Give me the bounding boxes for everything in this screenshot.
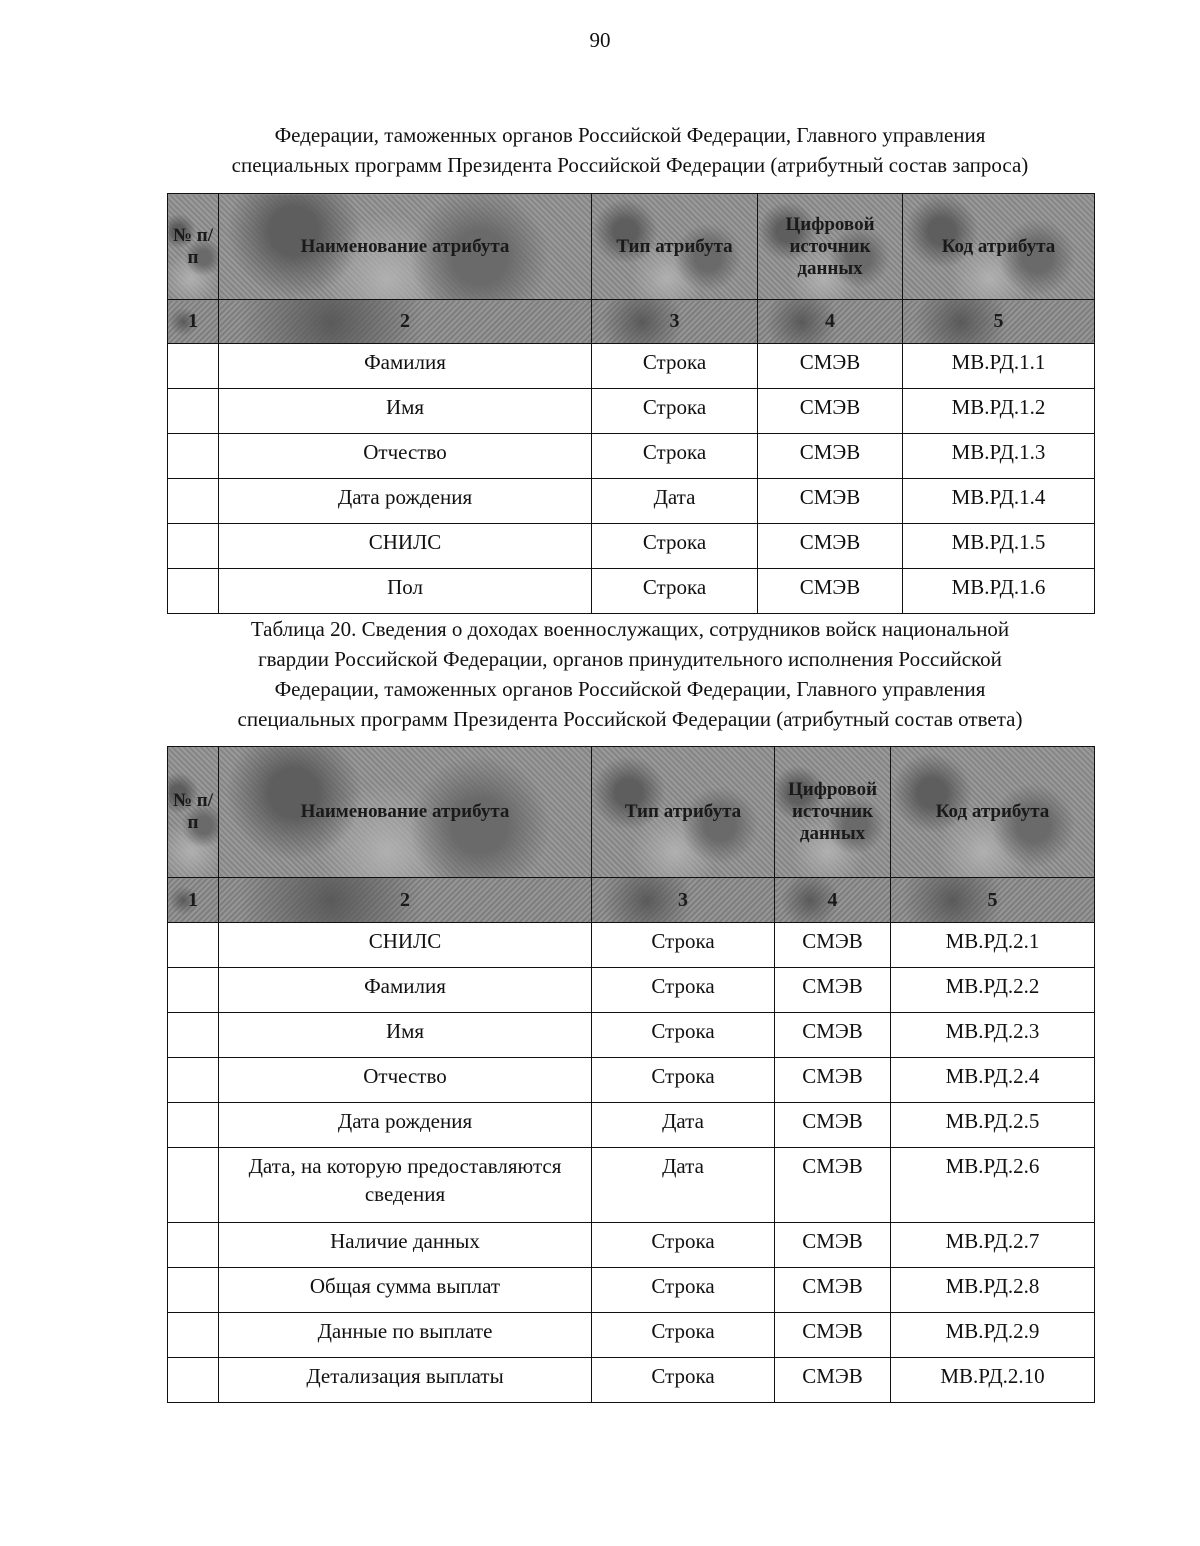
table-row: [168, 479, 1095, 524]
cell-name: Пол: [219, 569, 592, 614]
cell-source: СМЭВ: [775, 1148, 891, 1223]
header-number-cell: 5: [891, 878, 1095, 923]
table-row: [168, 1313, 1095, 1358]
cell-num: [168, 1013, 219, 1058]
header-number-cell: 1: [168, 300, 219, 344]
cell-code: МВ.РД.2.6: [891, 1148, 1095, 1223]
header-number-cell: 5: [903, 300, 1095, 344]
cell-name: Имя: [219, 389, 592, 434]
cell-type: Строка: [592, 1223, 775, 1268]
cell-source: СМЭВ: [758, 344, 903, 389]
cell-num: [168, 389, 219, 434]
cell-type: Строка: [592, 1313, 775, 1358]
cell-code: МВ.РД.2.7: [891, 1223, 1095, 1268]
table-20-caption: [150, 614, 1110, 734]
cell-name: Отчество: [219, 1058, 592, 1103]
cell-name: Фамилия: [219, 344, 592, 389]
table-row: [168, 1223, 1095, 1268]
header-number-cell: 2: [219, 300, 592, 344]
cell-code: МВ.РД.1.2: [903, 389, 1095, 434]
cell-name: Отчество: [219, 434, 592, 479]
header-type: Тип атрибута: [592, 747, 775, 878]
header-source: Цифровой источник данных: [758, 194, 903, 300]
table-row: [168, 1358, 1095, 1403]
header-number-cell: 4: [758, 300, 903, 344]
cell-num: [168, 1268, 219, 1313]
header-num: № п/п: [168, 747, 219, 878]
attribute-table-request: [167, 193, 1095, 614]
table-row: [168, 344, 1095, 389]
cell-num: [168, 968, 219, 1013]
cell-num: [168, 344, 219, 389]
cell-code: МВ.РД.1.5: [903, 524, 1095, 569]
caption-line: специальных программ Президента Российской Федерации (атрибутный состав запроса): [231, 153, 1029, 177]
table-row: [168, 1268, 1095, 1313]
header-number-cell: 3: [592, 300, 758, 344]
cell-name: Детализация выплаты: [219, 1358, 592, 1403]
cell-num: [168, 569, 219, 614]
cell-name: Дата рождения: [219, 479, 592, 524]
cell-num: [168, 1103, 219, 1148]
table-row: [168, 434, 1095, 479]
cell-num: [168, 1358, 219, 1403]
cell-name: СНИЛС: [219, 524, 592, 569]
cell-num: [168, 524, 219, 569]
caption-line: гвардии Российской Федерации, органов принудительного исполнения Российской: [258, 647, 1002, 671]
cell-type: Строка: [592, 434, 758, 479]
cell-type: Строка: [592, 569, 758, 614]
cell-type: Строка: [592, 524, 758, 569]
cell-code: МВ.РД.2.2: [891, 968, 1095, 1013]
cell-num: [168, 1223, 219, 1268]
header-number-cell: 2: [219, 878, 592, 923]
cell-type: Строка: [592, 923, 775, 968]
caption-line: Федерации, таможенных органов Российской Федерации, Главного управления: [274, 123, 986, 147]
cell-source: СМЭВ: [775, 1358, 891, 1403]
attribute-table-response: [167, 746, 1095, 1403]
cell-code: МВ.РД.2.3: [891, 1013, 1095, 1058]
header-num: № п/п: [168, 194, 219, 300]
cell-code: МВ.РД.2.8: [891, 1268, 1095, 1313]
cell-code: МВ.РД.1.3: [903, 434, 1095, 479]
page-number: 90: [589, 28, 611, 52]
header-type: Тип атрибута: [592, 194, 758, 300]
table-19-caption: [150, 120, 1110, 180]
table-row: [168, 524, 1095, 569]
header-code: Код атрибута: [903, 194, 1095, 300]
table-row: [168, 569, 1095, 614]
cell-code: МВ.РД.1.4: [903, 479, 1095, 524]
cell-code: МВ.РД.2.1: [891, 923, 1095, 968]
cell-source: СМЭВ: [758, 569, 903, 614]
cell-source: СМЭВ: [758, 479, 903, 524]
cell-type: Дата: [592, 1103, 775, 1148]
cell-name: Дата рождения: [219, 1103, 592, 1148]
header-name: Наименование атрибута: [219, 194, 592, 300]
cell-code: МВ.РД.2.10: [891, 1358, 1095, 1403]
table-row: [168, 1148, 1095, 1223]
cell-type: Строка: [592, 1013, 775, 1058]
table-row: [168, 1058, 1095, 1103]
cell-code: МВ.РД.1.6: [903, 569, 1095, 614]
cell-num: [168, 923, 219, 968]
header-number-cell: 4: [775, 878, 891, 923]
cell-code: МВ.РД.1.1: [903, 344, 1095, 389]
cell-source: СМЭВ: [775, 1013, 891, 1058]
table-row: [168, 1013, 1095, 1058]
cell-type: Дата: [592, 479, 758, 524]
cell-source: СМЭВ: [775, 923, 891, 968]
cell-num: [168, 1058, 219, 1103]
header-source: Цифровой источник данных: [775, 747, 891, 878]
cell-name: Дата, на которую предоставляются сведения: [219, 1148, 592, 1223]
caption-line: специальных программ Президента Российской Федерации (атрибутный состав ответа): [237, 707, 1023, 731]
header-code: Код атрибута: [891, 747, 1095, 878]
cell-code: МВ.РД.2.4: [891, 1058, 1095, 1103]
cell-type: Строка: [592, 389, 758, 434]
cell-source: СМЭВ: [758, 524, 903, 569]
cell-source: СМЭВ: [775, 1313, 891, 1358]
caption-line: Федерации, таможенных органов Российской Федерации, Главного управления: [274, 677, 986, 701]
cell-name: Наличие данных: [219, 1223, 592, 1268]
cell-name: СНИЛС: [219, 923, 592, 968]
cell-name: Общая сумма выплат: [219, 1268, 592, 1313]
cell-source: СМЭВ: [775, 1268, 891, 1313]
cell-name: Имя: [219, 1013, 592, 1058]
cell-type: Строка: [592, 1058, 775, 1103]
cell-source: СМЭВ: [775, 968, 891, 1013]
cell-source: СМЭВ: [758, 434, 903, 479]
cell-source: СМЭВ: [775, 1058, 891, 1103]
cell-name: Фамилия: [219, 968, 592, 1013]
cell-type: Строка: [592, 1358, 775, 1403]
table-row: [168, 923, 1095, 968]
table-row: [168, 389, 1095, 434]
cell-source: СМЭВ: [775, 1103, 891, 1148]
caption-line: Таблица 20. Сведения о доходах военнослужащих, сотрудников войск национальной: [250, 617, 1010, 641]
cell-source: СМЭВ: [775, 1223, 891, 1268]
header-number-cell: 3: [592, 878, 775, 923]
cell-num: [168, 1313, 219, 1358]
cell-type: Строка: [592, 1268, 775, 1313]
header-name: Наименование атрибута: [219, 747, 592, 878]
cell-source: СМЭВ: [758, 389, 903, 434]
cell-code: МВ.РД.2.5: [891, 1103, 1095, 1148]
cell-num: [168, 434, 219, 479]
cell-num: [168, 479, 219, 524]
table-row: [168, 1103, 1095, 1148]
cell-num: [168, 1148, 219, 1223]
cell-type: Дата: [592, 1148, 775, 1223]
table-row: [168, 968, 1095, 1013]
cell-type: Строка: [592, 968, 775, 1013]
header-number-cell: 1: [168, 878, 219, 923]
cell-name: Данные по выплате: [219, 1313, 592, 1358]
cell-code: МВ.РД.2.9: [891, 1313, 1095, 1358]
cell-type: Строка: [592, 344, 758, 389]
